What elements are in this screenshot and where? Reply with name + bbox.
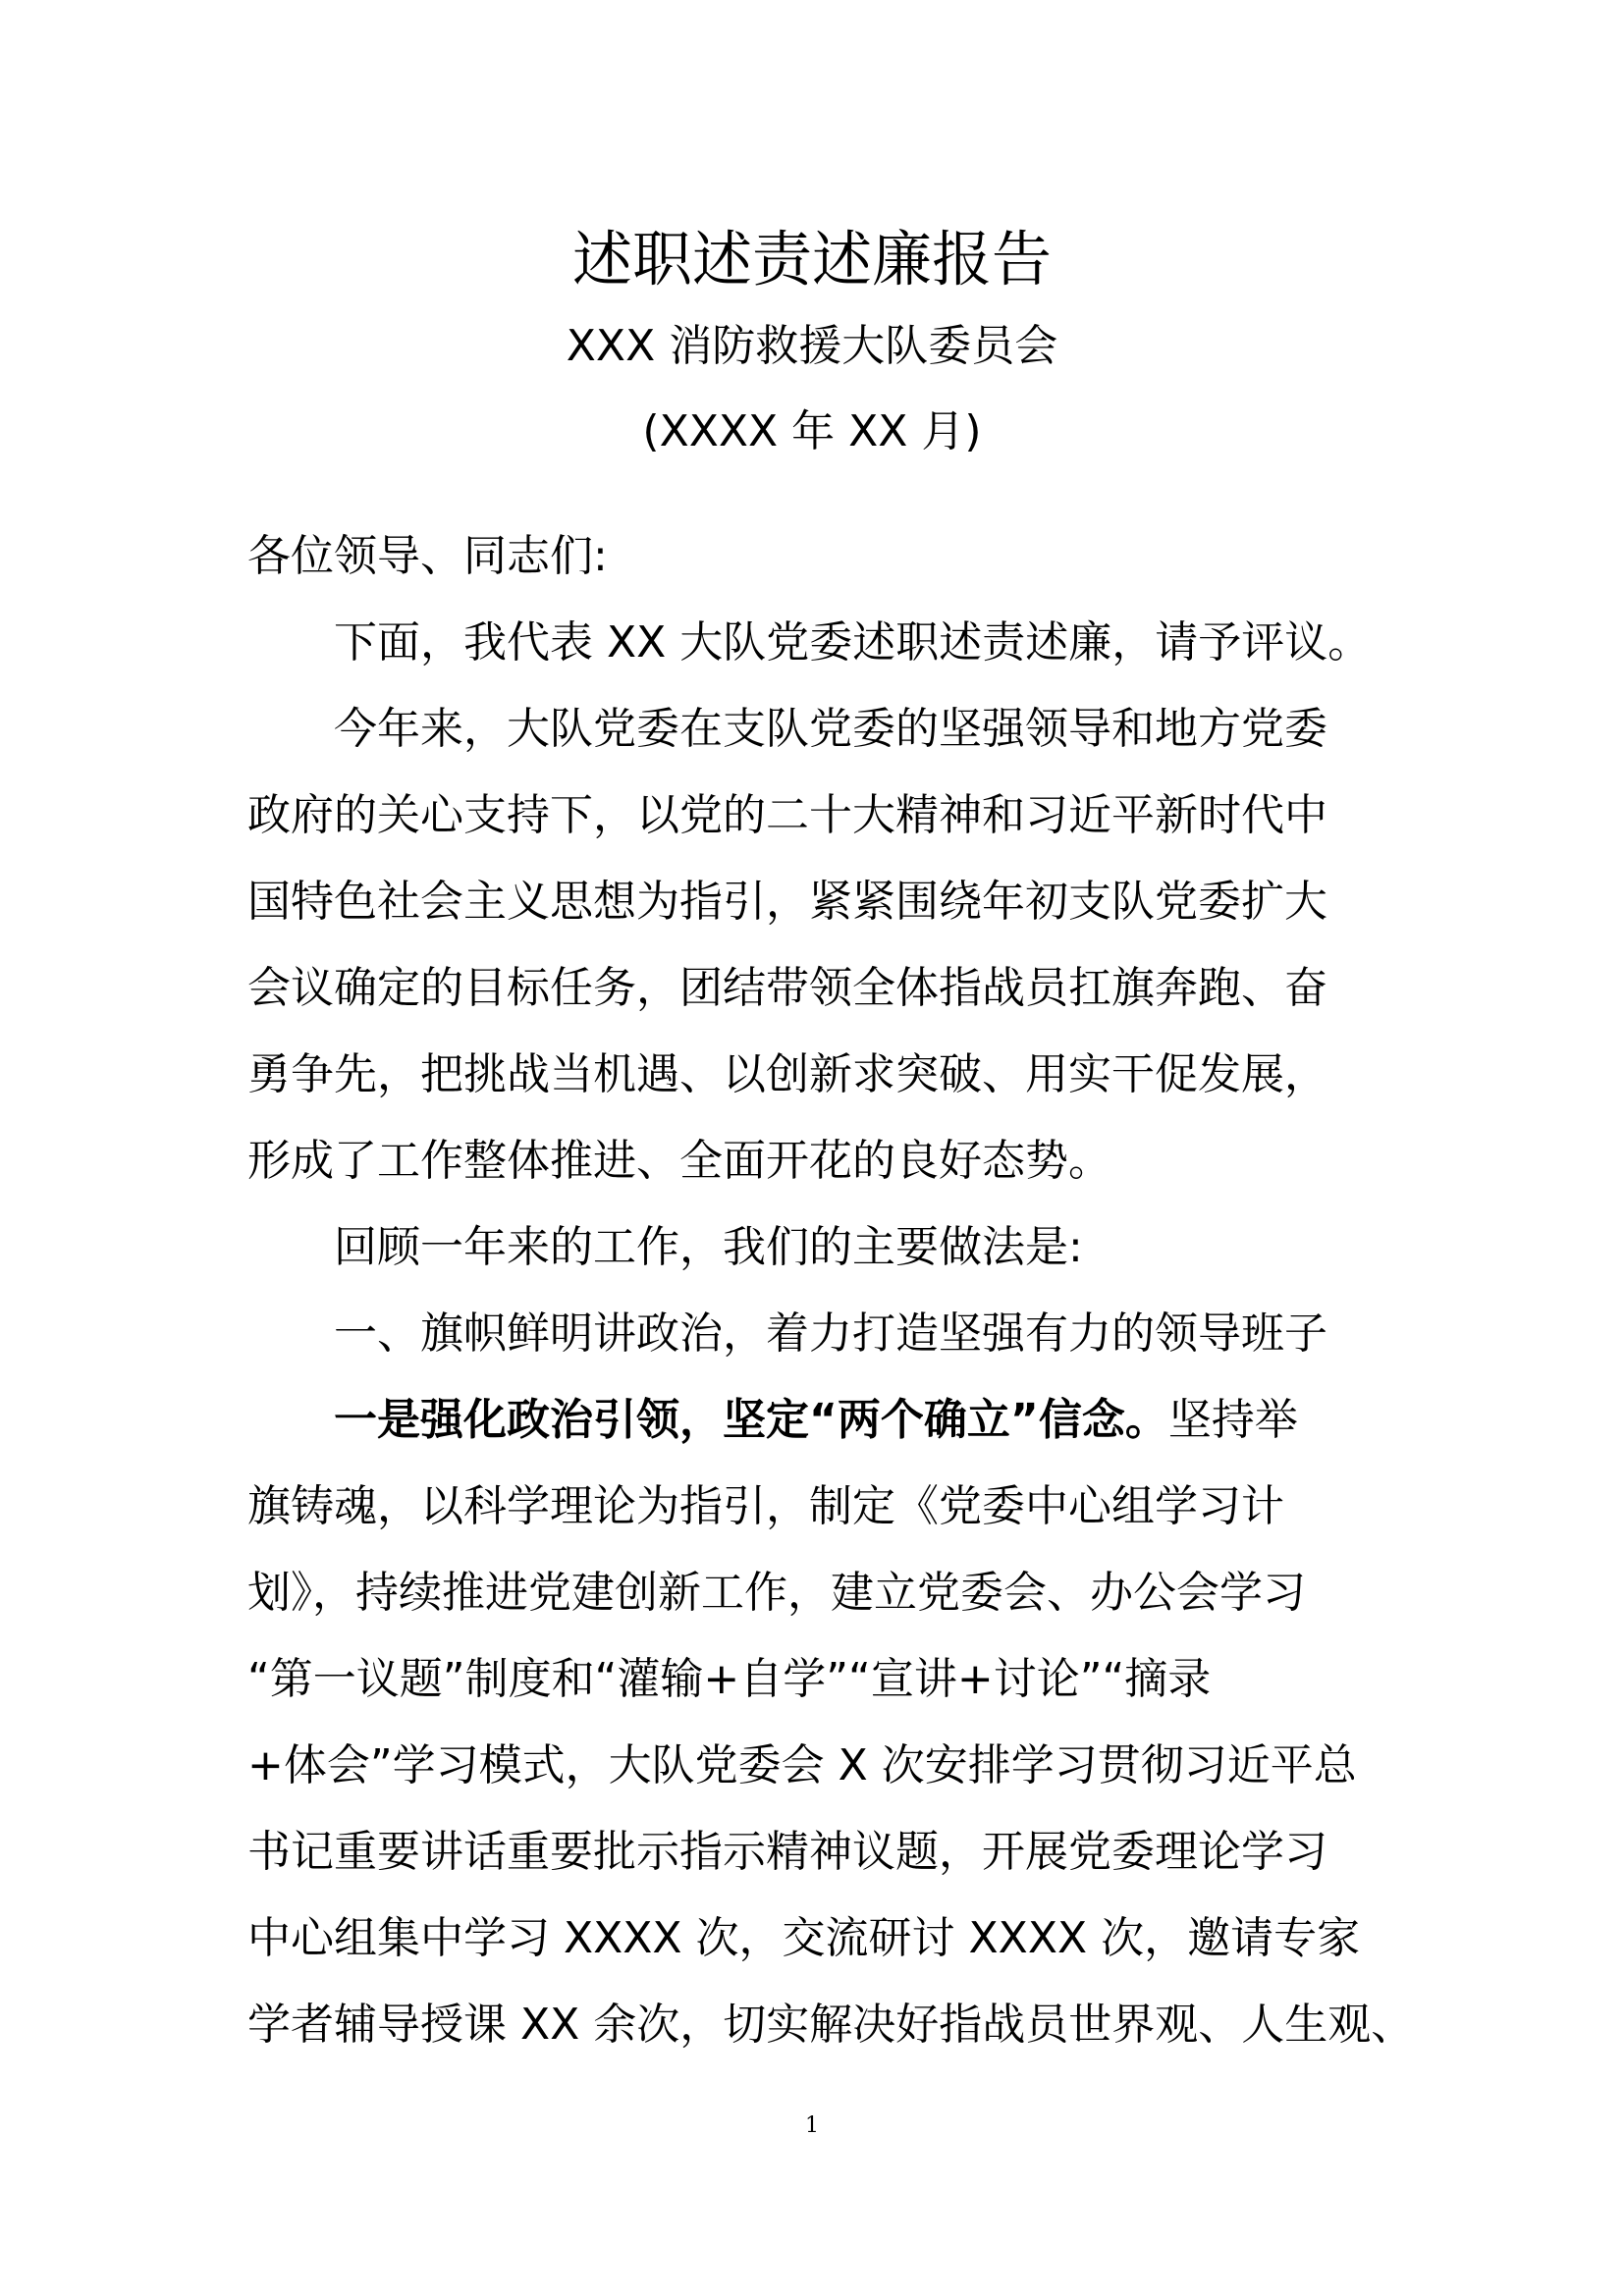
paragraph-line: 旗铸魂，以科学理论为指引，制定《党委中心组学习计 xyxy=(247,1481,1284,1531)
report-date: (XXXX 年 XX 月) xyxy=(642,406,982,456)
paragraph-line: 书记重要讲话重要批示指示精神议题，开展党委理论学习 xyxy=(247,1827,1327,1877)
point-one-heading: 一是强化政治引领，坚定“两个确立”信念。 xyxy=(334,1395,1168,1445)
paragraph-line: “第一议题”制度和“灌输+自学”“宣讲+讨论”“摘录 xyxy=(247,1654,1212,1704)
review-intro: 回顾一年来的工作，我们的主要做法是: xyxy=(334,1222,1083,1272)
section-heading: 一、旗帜鲜明讲政治，着力打造坚强有力的领导班子 xyxy=(334,1308,1327,1359)
paragraph-line: 今年来，大队党委在支队党委的坚强领导和地方党委 xyxy=(334,704,1327,754)
report-title: 述职述责述廉报告 xyxy=(571,225,1052,294)
paragraph-line: 中心组集中学习 XXXX 次，交流研讨 XXXX 次，邀请专家 xyxy=(247,1913,1361,1963)
paragraph-line: 学者辅导授课 XX 余次，切实解决好指战员世界观、人生观、 xyxy=(247,2000,1415,2050)
organization-subtitle: XXX 消防救援大队委员会 xyxy=(566,321,1058,371)
salutation: 各位领导、同志们: xyxy=(247,531,608,581)
intro-paragraph: 下面，我代表 XX 大队党委述职述责述廉，请予评议。 xyxy=(334,617,1372,667)
paragraph-line: 形成了工作整体推进、全面开花的良好态势。 xyxy=(247,1136,1111,1186)
paragraph-line: 划》，持续推进党建创新工作，建立党委会、办公会学习 xyxy=(247,1568,1306,1618)
paragraph-line: +体会”学习模式，大队党委会 X 次安排学习贯彻习近平总 xyxy=(247,1740,1357,1790)
page-number: 1 xyxy=(805,2113,819,2138)
point-one-first-line xyxy=(334,1389,1298,1452)
paragraph-line: 勇争先，把挑战当机遇、以创新求突破、用实干促发展， xyxy=(247,1049,1327,1099)
point-one-tail: 坚持举 xyxy=(1167,1395,1298,1445)
paragraph-line: 会议确定的目标任务，团结带领全体指战员扛旗奔跑、奋 xyxy=(247,963,1327,1013)
paragraph-line: 政府的关心支持下，以党的二十大精神和习近平新时代中 xyxy=(247,790,1327,840)
paragraph-line: 国特色社会主义思想为指引，紧紧围绕年初支队党委扩大 xyxy=(247,877,1327,927)
